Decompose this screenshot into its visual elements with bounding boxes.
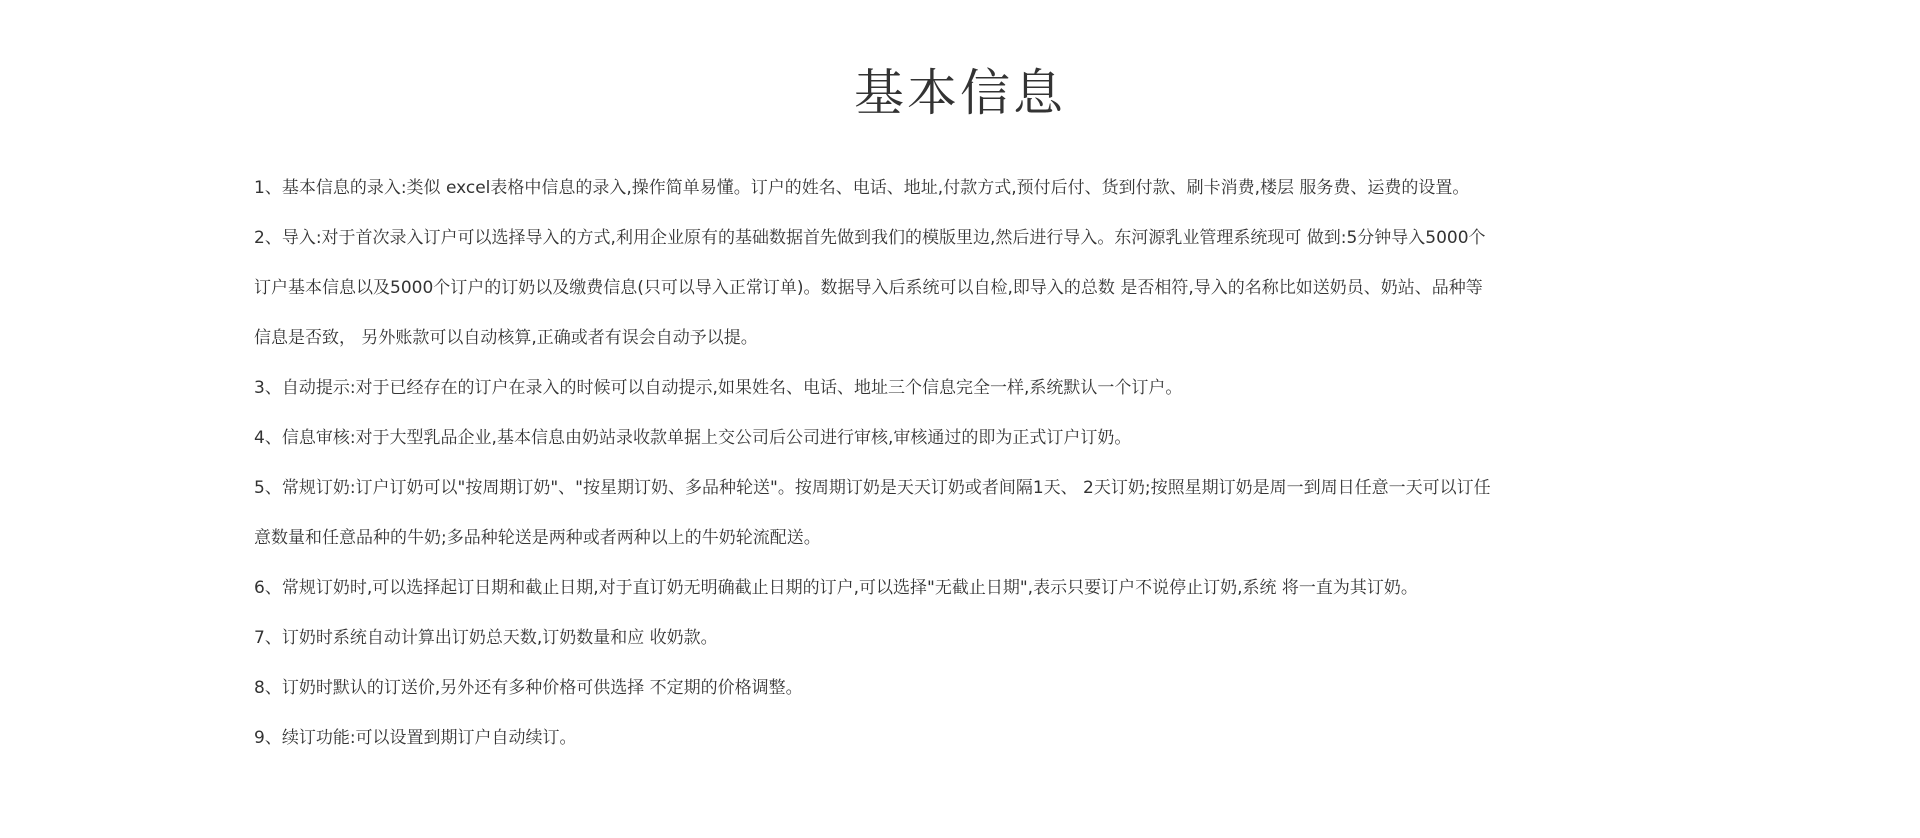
info-line-11: 8、订奶时默认的订送价,另外还有多种价格可供选择 不定期的价格调整。 [254,678,803,698]
info-line-4: 信息是否致， 另外账款可以自动核算,正确或者有误会自动予以提。 [254,328,758,348]
info-line-7: 5、常规订奶:订户订奶可以"按周期订奶"、"按星期订奶、多品种轮送"。按周期订奶是天天订奶或者间隔1天、 2天订奶;按照星期订奶是周一到周日任意一天可以订任 [254,478,1491,498]
info-line-3: 订户基本信息以及5000个订户的订奶以及缴费信息(只可以导入正常订单)。数据导入后系统可以自检,即导入的总数 是否相符,导入的名称比如送奶员、奶站、品种等 [254,278,1483,298]
info-line-1: 1、基本信息的录入:类似 excel表格中信息的录入,操作简单易懂。订户的姓名、电话、地址,付款方式,预付后付、货到付款、刷卡消费,楼层 服务费、运费的设置。 [254,178,1470,198]
info-content [254,163,1704,763]
info-line-9: 6、常规订奶时,可以选择起订日期和截止日期,对于直订奶无明确截止日期的订户,可以选择"无截止日期",表示只要订户不说停止订奶,系统 将一直为其订奶。 [254,578,1418,598]
info-line-8: 意数量和任意品种的牛奶;多品种轮送是两种或者两种以上的牛奶轮流配送。 [254,528,821,548]
info-line-10: 7、订奶时系统自动计算出订奶总天数,订奶数量和应 收奶款。 [254,628,718,648]
info-line-2: 2、导入:对于首次录入订户可以选择导入的方式,利用企业原有的基础数据首先做到我们的模版里边,然后进行导入。东河源乳业管理系统现可 做到:5分钟导入5000个 [254,228,1486,248]
page-title: 基本信息 [854,64,1066,122]
info-line-6: 4、信息审核:对于大型乳品企业,基本信息由奶站录收款单据上交公司后公司进行审核,审核通过的即为正式订户订奶。 [254,428,1132,448]
info-line-5: 3、自动提示:对于已经存在的订户在录入的时候可以自动提示,如果姓名、电话、地址三个信息完全一样,系统默认一个订户。 [254,378,1183,398]
info-line-12: 9、续订功能:可以设置到期订户自动续订。 [254,728,577,748]
